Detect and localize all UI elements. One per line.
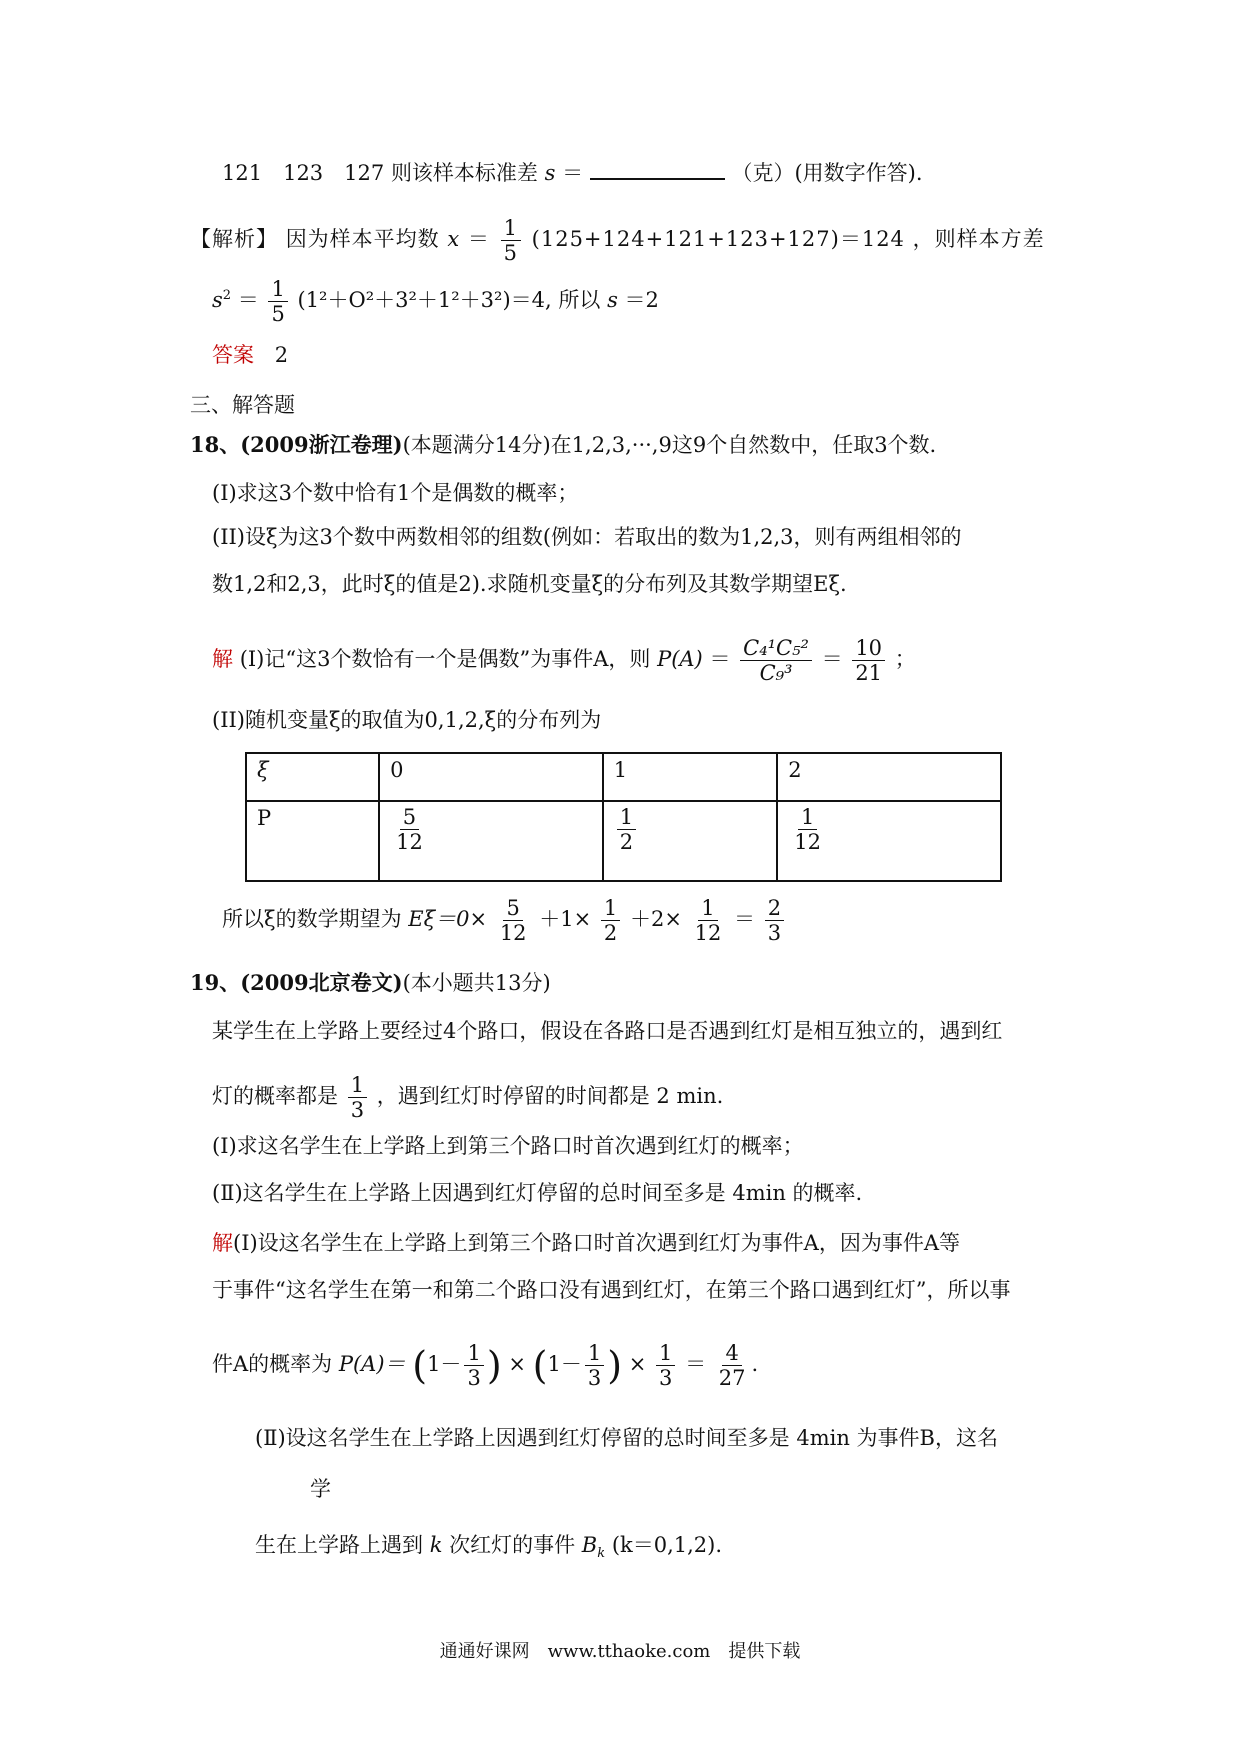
answer-label: 答案 [212, 343, 254, 367]
table-cell-p2 [777, 801, 1001, 881]
period: . [751, 1352, 759, 1377]
result-fraction [852, 637, 885, 684]
q19-solution-line4: (Ⅱ)设这名学生在上学路上因遇到红灯停留的总时间至多是 4min 为事件B，这名 [255, 1426, 998, 1450]
sample-values: 121 123 127 [222, 161, 385, 185]
frac-num: 10 [852, 637, 885, 661]
frac-num: 1 [698, 897, 717, 921]
analysis-line-2: $s^2$ ＝ $\frac{1}{5}$ (1²＋O²＋3²＋1²＋3²)＝4, 所以 s ＝2 [212, 277, 659, 327]
frac-num: 1 [601, 897, 620, 921]
frac-den: 2 [603, 921, 618, 946]
analysis-text-3: 所以 [558, 288, 601, 313]
distribution-table [245, 752, 1002, 882]
frac-den: 3 [767, 921, 782, 946]
q19-text: (本小题共13分) [402, 971, 551, 995]
frac-den: C₉³ [759, 661, 793, 686]
q18-source: (2009浙江卷理) [240, 432, 403, 457]
frac-den: 12 [794, 830, 822, 855]
q19-solution-line5: 学 [310, 1477, 331, 1501]
one-minus: 1－ [547, 1352, 582, 1377]
q18-heading [190, 430, 936, 460]
frac-num: 5 [400, 806, 419, 830]
equals-sign: ＝ [685, 1352, 707, 1377]
operator: ＋1× [539, 907, 592, 932]
semicolon: ； [894, 647, 916, 672]
table-cell-p0 [379, 801, 603, 881]
frac-den: 3 [587, 1366, 602, 1391]
frac-den: 27 [718, 1366, 746, 1391]
mean-expression: (125+124+121+123+127)＝124 [531, 227, 905, 252]
equals-sign: ＝ [562, 161, 584, 185]
table-row-label-p: P [246, 801, 379, 881]
solution-text: (I)记“这3个数恰有一个是偶数”为事件A，则 [239, 647, 651, 672]
solution-label: 解 [212, 647, 233, 672]
table-row [246, 753, 1001, 801]
times-sign: × [508, 1352, 526, 1377]
q19-intro-line1: 某学生在上学路上要经过4个路口，假设在各路口是否遇到红灯是相互独立的，遇到红 [212, 1019, 1003, 1043]
table-row [246, 801, 1001, 881]
frac-num: 1 [464, 1342, 483, 1366]
analysis-line-1 [190, 217, 1045, 264]
frac-num: 1 [585, 1342, 604, 1366]
frac-num: 1 [617, 806, 636, 830]
fraction-one-fifth [268, 278, 287, 325]
frac-den: 2 [619, 830, 634, 855]
expectation-lhs: Eξ＝0× [408, 907, 488, 932]
frac-den: 5 [503, 241, 518, 266]
q19-number: 19、 [190, 970, 241, 995]
frac-den: 12 [694, 921, 722, 946]
analysis-text-2: ，则样本方差 [912, 227, 1045, 252]
fraction-one-fifth [501, 217, 521, 264]
table-header-2: 2 [777, 753, 1001, 801]
k-range: (k＝0,1,2). [611, 1533, 723, 1557]
q18-solution-2: (II)随机变量ξ的取值为0,1,2,ξ的分布列为 [212, 708, 602, 732]
prob-pa: P(A)＝ [338, 1352, 406, 1377]
frac-num: C₄¹C₅² [740, 637, 812, 661]
q19-intro-text: ，遇到红灯时停留的时间都是 2 min. [376, 1084, 724, 1109]
q19-solution-line6 [255, 1530, 722, 1569]
section-heading: 三、解答题 [190, 393, 295, 417]
var-s: s [212, 288, 223, 313]
prob-pa: P(A) [657, 647, 703, 672]
q19-solution-line1 [212, 1228, 960, 1258]
answer-value: 2 [274, 343, 289, 367]
operator: ＋2× [629, 907, 682, 932]
frac-num: 5 [503, 897, 522, 921]
times-sign: × [628, 1352, 647, 1377]
q18-expectation [222, 897, 787, 944]
frac-num: 1 [501, 217, 521, 241]
q19-heading [190, 968, 551, 998]
equals-sign: ＝ [709, 647, 731, 672]
q18-text: (本题满分14分)在1,2,3,···,9这9个自然数中，任取3个数. [402, 433, 937, 457]
frac-den: 5 [271, 302, 285, 327]
solution-label: 解 [212, 1231, 233, 1255]
frac-den: 12 [396, 830, 423, 855]
table-cell-p1 [603, 801, 777, 881]
one-minus: 1－ [427, 1352, 462, 1377]
solution-text: 生在上学路上遇到 [255, 1533, 423, 1557]
expectation-text: 所以ξ的数学期望为 [222, 907, 402, 932]
table-header-xi: ξ [246, 753, 379, 801]
combination-fraction [740, 637, 812, 684]
variance-expression: (1²＋O²＋3²＋1²＋3²)＝4, [297, 288, 552, 313]
frac-num: 1 [798, 806, 817, 830]
subscript-k: k [597, 1546, 606, 1562]
footer-text: 通通好课网 www.tthaoke.com 提供下载 [439, 1641, 801, 1662]
q18-solution-1 [212, 637, 916, 684]
q18-part2-line1: (II)设ξ为这3个数中两数相邻的组数(例如：若取出的数为1,2,3，则有两组相邻的 [212, 525, 962, 549]
analysis-label: 【解析】 [190, 227, 278, 252]
frac-num: 1 [656, 1342, 675, 1366]
var-s: s [607, 288, 618, 313]
frac-num: 4 [722, 1342, 741, 1366]
solution-text: 件A的概率为 [212, 1352, 333, 1377]
var-k: k [429, 1533, 443, 1557]
frac-num: 1 [268, 278, 287, 302]
q17-unit: （克）(用数字作答). [731, 161, 923, 185]
solution-text: (Ⅰ)设这名学生在上学路上到第三个路口时首次遇到红灯为事件A，因为事件A等 [233, 1231, 961, 1255]
frac-den: 21 [855, 661, 883, 686]
q19-solution-line2: 于事件“这名学生在第一和第二个路口没有遇到红灯，在第三个路口遇到红灯”，所以事 [212, 1278, 1011, 1302]
q18-part2-line2: 数1,2和2,3，此时ξ的值是2).求随机变量ξ的分布列及其数学期望Eξ. [212, 572, 847, 596]
answer-line [212, 340, 288, 370]
q18-part1: (I)求这3个数中恰有1个是偶数的概率； [212, 481, 579, 505]
frac-den: 3 [350, 1098, 365, 1123]
frac-num: 2 [765, 897, 784, 921]
q19-source: (2009北京卷文) [240, 970, 403, 995]
q19-question-1: (Ⅰ)求这名学生在上学路上到第三个路口时首次遇到红灯的概率； [212, 1134, 804, 1158]
solution-text: 次红灯的事件 [449, 1533, 576, 1557]
var-s: s [544, 161, 556, 185]
equals-sign: ＝ [821, 647, 843, 672]
var-x: x [447, 227, 461, 252]
sd-result: ＝2 [624, 288, 659, 313]
analysis-text-1: 因为样本平均数 [285, 227, 440, 252]
frac-den: 3 [467, 1366, 481, 1391]
table-header-0: 0 [379, 753, 603, 801]
event-b: B [581, 1533, 598, 1557]
q18-number: 18、 [190, 432, 241, 457]
q17-text: 则该样本标准差 [390, 161, 538, 185]
equals-sign: ＝ [734, 907, 756, 932]
equals-sign: ＝ [237, 288, 259, 313]
q19-intro-text: 灯的概率都是 [212, 1084, 338, 1109]
equals-sign: ＝ [467, 227, 490, 252]
frac-den: 3 [659, 1366, 673, 1391]
q19-question-2: (Ⅱ)这名学生在上学路上因遇到红灯停留的总时间至多是 4min 的概率. [212, 1181, 863, 1205]
q19-solution-line3: 件A的概率为 P(A)＝ (1－ $\frac{1}{3}$ ) × (1－ $\frac{1}{3}$ ) × $\frac{1}{3}$ ＝ $\frac{4}{27}$ . [212, 1341, 759, 1391]
table-header-1: 1 [603, 753, 777, 801]
frac-num: 1 [348, 1074, 367, 1098]
frac-den: 12 [499, 921, 527, 946]
answer-blank [590, 160, 725, 180]
q19-intro-line2 [212, 1074, 723, 1121]
q17-tail-line [222, 158, 923, 188]
